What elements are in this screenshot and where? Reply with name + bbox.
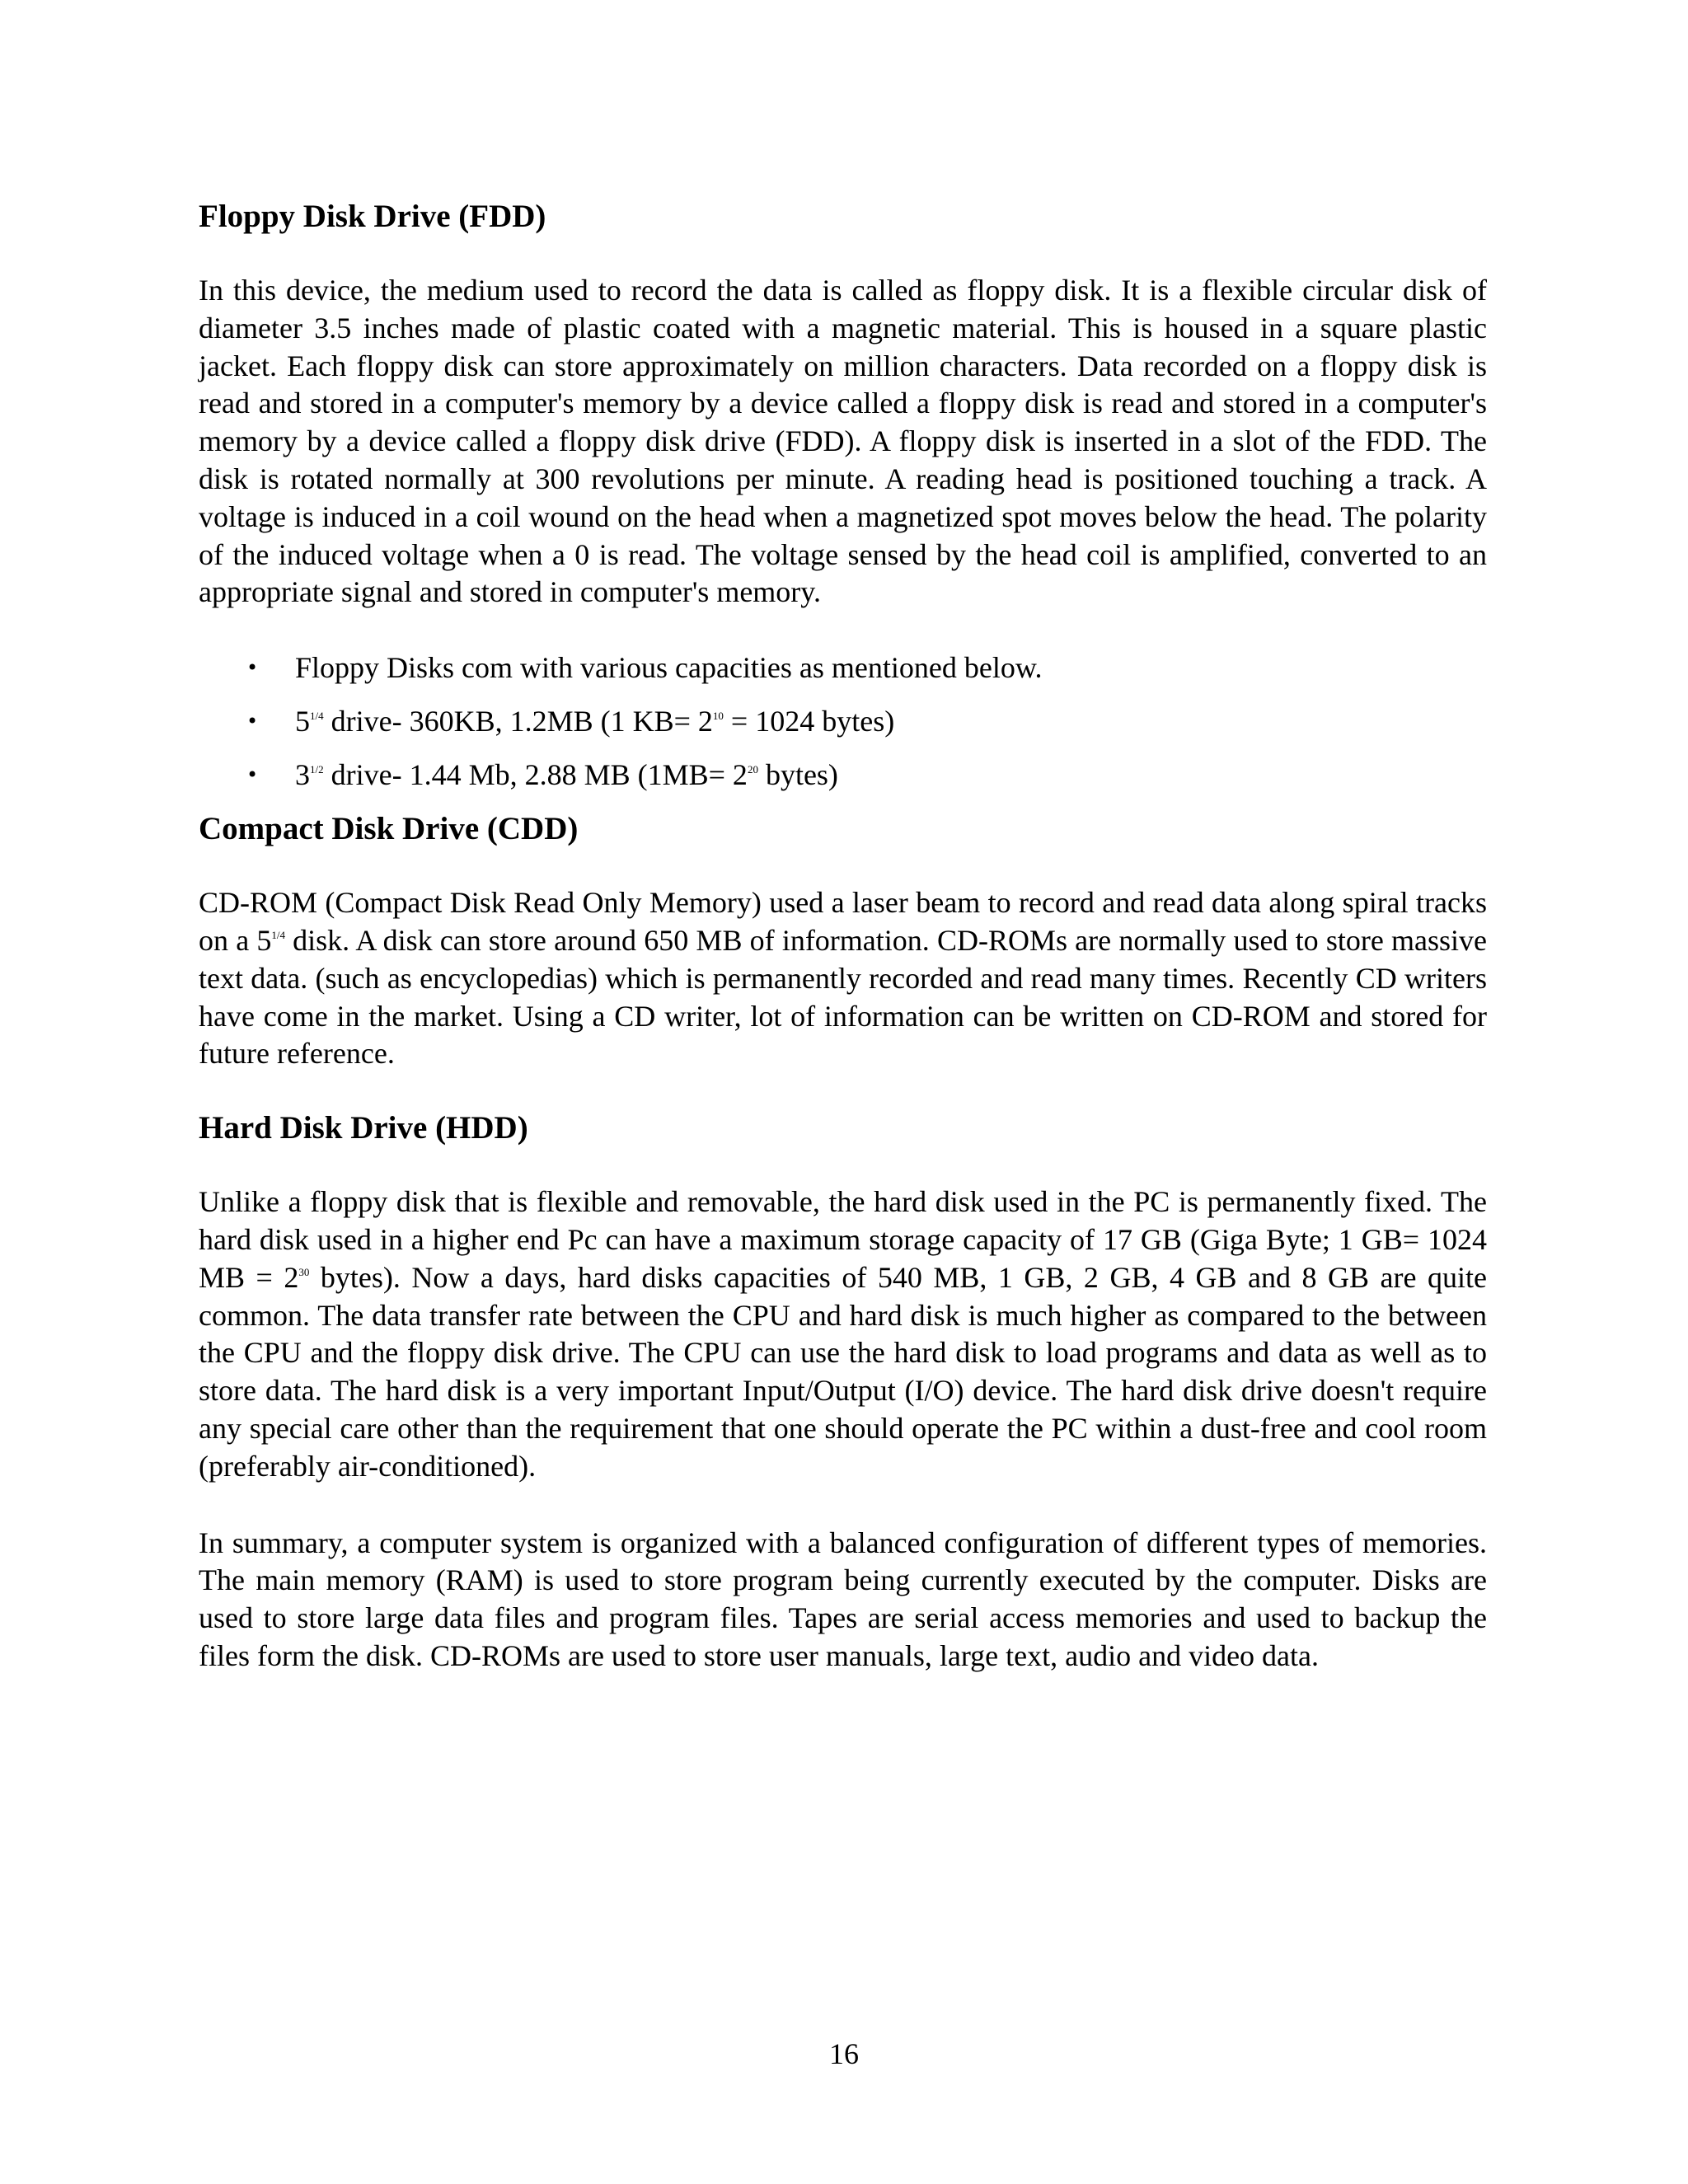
bullet-icon: • — [246, 656, 259, 680]
list-item-exponent: 10 — [712, 710, 724, 723]
paragraph-cdd — [199, 884, 1487, 1073]
paragraph-hdd-text-1: Unlike a floppy disk that is flexible and removable, the hard disk used in the PC is permanently fixed. The hard disk used in a higher end Pc can have a maximum storage capacity of 17 GB (Giga Byte; 1 GB= 1024 MB = 2 — [199, 1185, 1487, 1294]
list-item-base: 3 — [295, 758, 310, 792]
paragraph-hdd-text-2: bytes). Now a days, hard disks capacities of 540 MB, 1 GB, 2 GB, 4 GB and 8 GB are quite common. The data transfer rate between the CPU and hard disk is much higher as compared to the between the CPU and the floppy disk drive. The CPU can use the hard disk to load programs and data as well as to store data. The hard disk is a very important Input/Output (I/O) device. The hard disk drive doesn't require any special care other than the requirement that one should operate the PC within a dust-free and cool room (preferably air-conditioned). — [199, 1260, 1487, 1483]
list-item — [199, 703, 1487, 740]
list-item-mid: drive- 360KB, 1.2MB (1 KB= 2 — [323, 705, 713, 738]
list-item-fraction: 1/2 — [310, 763, 324, 776]
list-item-fraction: 1/4 — [310, 710, 324, 723]
list-item-tail: = 1024 bytes) — [723, 705, 895, 738]
paragraph-hdd — [199, 1183, 1487, 1485]
list-item-exponent: 20 — [747, 763, 758, 776]
paragraph-cdd-text-1: CD-ROM (Compact Disk Read Only Memory) used a laser beam to record and read data along spiral tracks on a 5 — [199, 886, 1487, 957]
list-item-text: Floppy Disks com with various capacities as mentioned below. — [295, 651, 1043, 685]
list-item — [199, 757, 1487, 794]
bullet-icon: • — [246, 763, 259, 787]
list-item-mid: drive- 1.44 Mb, 2.88 MB (1MB= 2 — [323, 758, 748, 792]
list-item-tail: bytes) — [757, 758, 838, 792]
capacity-list — [199, 649, 1487, 794]
document-page — [199, 198, 1487, 1675]
section-heading-hdd: Hard Disk Drive (HDD) — [199, 1110, 528, 1146]
paragraph-hdd-exponent: 30 — [298, 1265, 310, 1278]
paragraph-cdd-fraction: 1/4 — [271, 928, 285, 941]
bullet-icon: • — [246, 710, 259, 733]
section-heading-cdd: Compact Disk Drive (CDD) — [199, 811, 579, 847]
paragraph-fdd: In this device, the medium used to record the data is called as floppy disk. It is a flexible circular disk of diameter 3.5 inches made of plastic coated with a magnetic material. This is housed in a square plastic jacket. Each floppy disk can store approximately on million characters. Data recorded on a floppy disk is read and stored in a computer's memory by a device called a floppy disk is read and stored in a computer's memory by a device called a floppy disk drive (FDD). A floppy disk is inserted in a slot of the FDD. The disk is rotated normally at 300 revolutions per minute. A reading head is positioned touching a track. A voltage is induced in a coil wound on the head when a magnetized spot moves below the head. The polarity of the induced voltage when a 0 is read. The voltage sensed by the head coil is amplified, converted to an appropriate signal and stored in computer's memory. — [199, 274, 1487, 609]
section-heading-fdd: Floppy Disk Drive (FDD) — [199, 199, 546, 234]
page-number: 16 — [829, 2037, 859, 2070]
paragraph-cdd-text-2: disk. A disk can store around 650 MB of information. CD-ROMs are normally used to store massive text data. (such as encyclopedias) which is permanently recorded and read many times. Recently CD writers have come in the market. Using a CD writer, lot of information can be written on CD-ROM and stored for future reference. — [199, 923, 1487, 1071]
paragraph-summary: In summary, a computer system is organized with a balanced configuration of different types of memories. The main memory (RAM) is used to store program being currently executed by the computer. Disks are used to store large data files and program files. Tapes are serial access memories and used to backup the files form the disk. CD-ROMs are used to store user manuals, large text, audio and video data. — [199, 1526, 1487, 1672]
list-item — [199, 649, 1487, 687]
list-item-base: 5 — [295, 705, 310, 738]
